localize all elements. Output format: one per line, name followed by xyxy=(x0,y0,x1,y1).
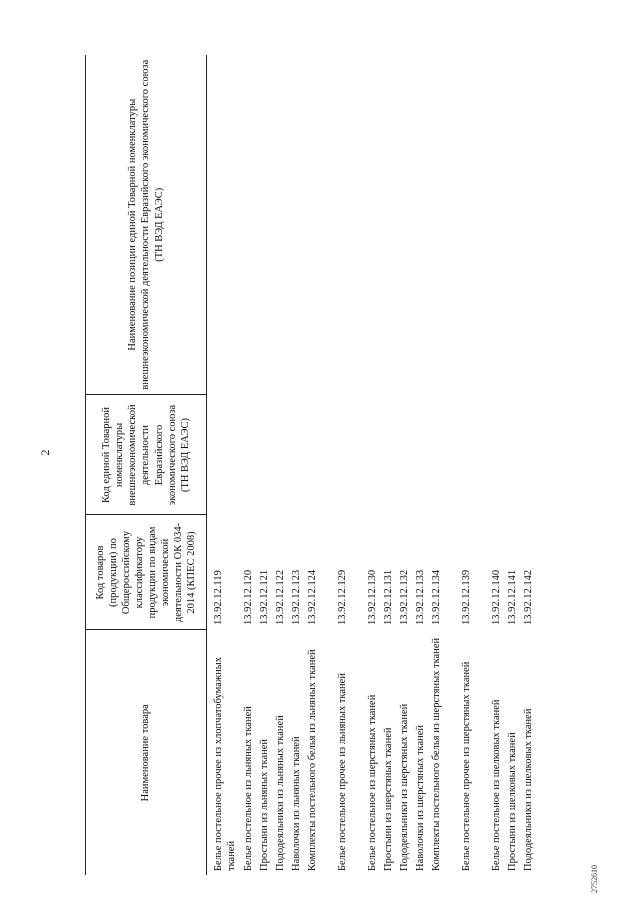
cell-goods-name: Белье постельное прочее из хлопчатобумажных тканей xyxy=(213,656,238,871)
table-row xyxy=(273,55,289,875)
cell-okpd2-code: 13.92.12.120 xyxy=(243,569,254,625)
header-goods-name: Наименование товара xyxy=(86,630,207,875)
cell-okpd2-code: 13.92.12.140 xyxy=(491,569,502,625)
cell-goods-name: Комплекты постельного белья из льняных тканей xyxy=(307,649,318,871)
cell-goods-name: Наволочки из шерстяных тканей xyxy=(415,724,426,871)
table-row xyxy=(429,55,459,875)
cell-tnved-name xyxy=(381,55,397,395)
table-row xyxy=(489,55,505,875)
cell-tnved-code xyxy=(289,395,305,515)
cell-tnved-name xyxy=(257,55,273,395)
cell-tnved-code xyxy=(505,395,521,515)
cell-goods-name: Простыни из льняных тканей xyxy=(259,738,270,871)
table-row xyxy=(289,55,305,875)
cell-tnved-name xyxy=(241,55,257,395)
cell-tnved-code xyxy=(335,395,365,515)
cell-okpd2-code: 13.92.12.130 xyxy=(367,569,378,625)
cell-okpd2-code: 13.92.12.134 xyxy=(431,569,442,625)
cell-tnved-code xyxy=(381,395,397,515)
cell-tnved-code xyxy=(489,395,505,515)
cell-goods-name: Белье постельное прочее из льняных тканей xyxy=(337,673,348,871)
cell-goods-name: Простыни из шерстяных тканей xyxy=(383,727,394,871)
header-okpd2-code: Код товаров (продукции) по Общероссийскому классификатору продукции по видам экономической деятельности ОК 034-2014 (КПЕС 2008) xyxy=(86,515,207,630)
goods-table xyxy=(85,55,537,875)
cell-okpd2-code: 13.92.12.139 xyxy=(461,569,472,625)
cell-tnved-name xyxy=(413,55,429,395)
cell-tnved-name xyxy=(429,55,459,395)
cell-okpd2-code: 13.92.12.119 xyxy=(213,570,224,625)
cell-tnved-code xyxy=(521,395,537,515)
cell-okpd2-code: 13.92.12.129 xyxy=(337,569,348,625)
cell-goods-name: Белье постельное прочее из шерстяных тканей xyxy=(461,661,472,871)
cell-tnved-name xyxy=(489,55,505,395)
cell-goods-name: Белье постельное из льняных тканей xyxy=(243,706,254,871)
cell-tnved-name xyxy=(335,55,365,395)
cell-okpd2-code: 13.92.12.124 xyxy=(307,569,318,625)
table-header xyxy=(86,55,207,875)
cell-okpd2-code: 13.92.12.131 xyxy=(383,569,394,625)
cell-goods-name: Комплекты постельного белья из шерстяных тканей xyxy=(431,637,442,871)
table-row xyxy=(413,55,429,875)
table-row xyxy=(521,55,537,875)
cell-tnved-code xyxy=(273,395,289,515)
cell-okpd2-code: 13.92.12.142 xyxy=(523,569,534,625)
cell-tnved-code xyxy=(397,395,413,515)
cell-tnved-name xyxy=(397,55,413,395)
table-row xyxy=(459,55,489,875)
table-row xyxy=(241,55,257,875)
cell-tnved-name xyxy=(459,55,489,395)
cell-tnved-code xyxy=(365,395,381,515)
cell-tnved-code xyxy=(257,395,273,515)
table-row xyxy=(505,55,521,875)
cell-okpd2-code: 13.92.12.141 xyxy=(507,569,518,625)
cell-goods-name: Простыни из шелковых тканей xyxy=(507,732,518,871)
document-code: 2752610 xyxy=(590,865,599,893)
header-tnved-code: Код единой Товарной номенклатуры внешнеэкономической деятельности Евразийского экономического союза (ТН ВЭД ЕАЭС) xyxy=(86,395,207,515)
cell-tnved-code xyxy=(429,395,459,515)
cell-goods-name: Белье постельное из шелковых тканей xyxy=(491,699,502,871)
cell-okpd2-code: 13.92.12.133 xyxy=(415,569,426,625)
cell-goods-name: Пододеяльники из шелковых тканей xyxy=(523,708,534,871)
cell-tnved-code xyxy=(305,395,335,515)
cell-tnved-name xyxy=(505,55,521,395)
cell-goods-name: Белье постельное из шерстяных тканей xyxy=(367,694,378,871)
cell-tnved-code xyxy=(413,395,429,515)
table-row xyxy=(397,55,413,875)
cell-tnved-code xyxy=(459,395,489,515)
cell-tnved-name xyxy=(305,55,335,395)
cell-tnved-name xyxy=(289,55,305,395)
cell-goods-name: Пододеяльники из льняных тканей xyxy=(275,715,286,871)
table-body xyxy=(207,55,538,875)
cell-tnved-code xyxy=(207,395,242,515)
cell-okpd2-code: 13.92.12.121 xyxy=(259,569,270,625)
cell-tnved-name xyxy=(365,55,381,395)
cell-goods-name: Наволочки из льняных тканей xyxy=(291,736,302,871)
page-number: 2 xyxy=(38,449,52,456)
cell-okpd2-code: 13.92.12.123 xyxy=(291,569,302,625)
table-row xyxy=(257,55,273,875)
cell-okpd2-code: 13.92.12.132 xyxy=(399,569,410,625)
cell-tnved-name xyxy=(521,55,537,395)
cell-okpd2-code: 13.92.12.122 xyxy=(275,569,286,625)
table-row xyxy=(365,55,381,875)
table-row xyxy=(335,55,365,875)
cell-tnved-code xyxy=(241,395,257,515)
header-tnved-name: Наименование позиции единой Товарной номенклатуры внешнеэкономической деятельности Евразийского экономического союза (ТН ВЭД ЕАЭС) xyxy=(86,55,207,395)
cell-tnved-name xyxy=(207,55,242,395)
cell-tnved-name xyxy=(273,55,289,395)
cell-goods-name: Пододеяльники из шерстяных тканей xyxy=(399,703,410,871)
table-row xyxy=(207,55,242,875)
table-row xyxy=(305,55,335,875)
table-row xyxy=(381,55,397,875)
